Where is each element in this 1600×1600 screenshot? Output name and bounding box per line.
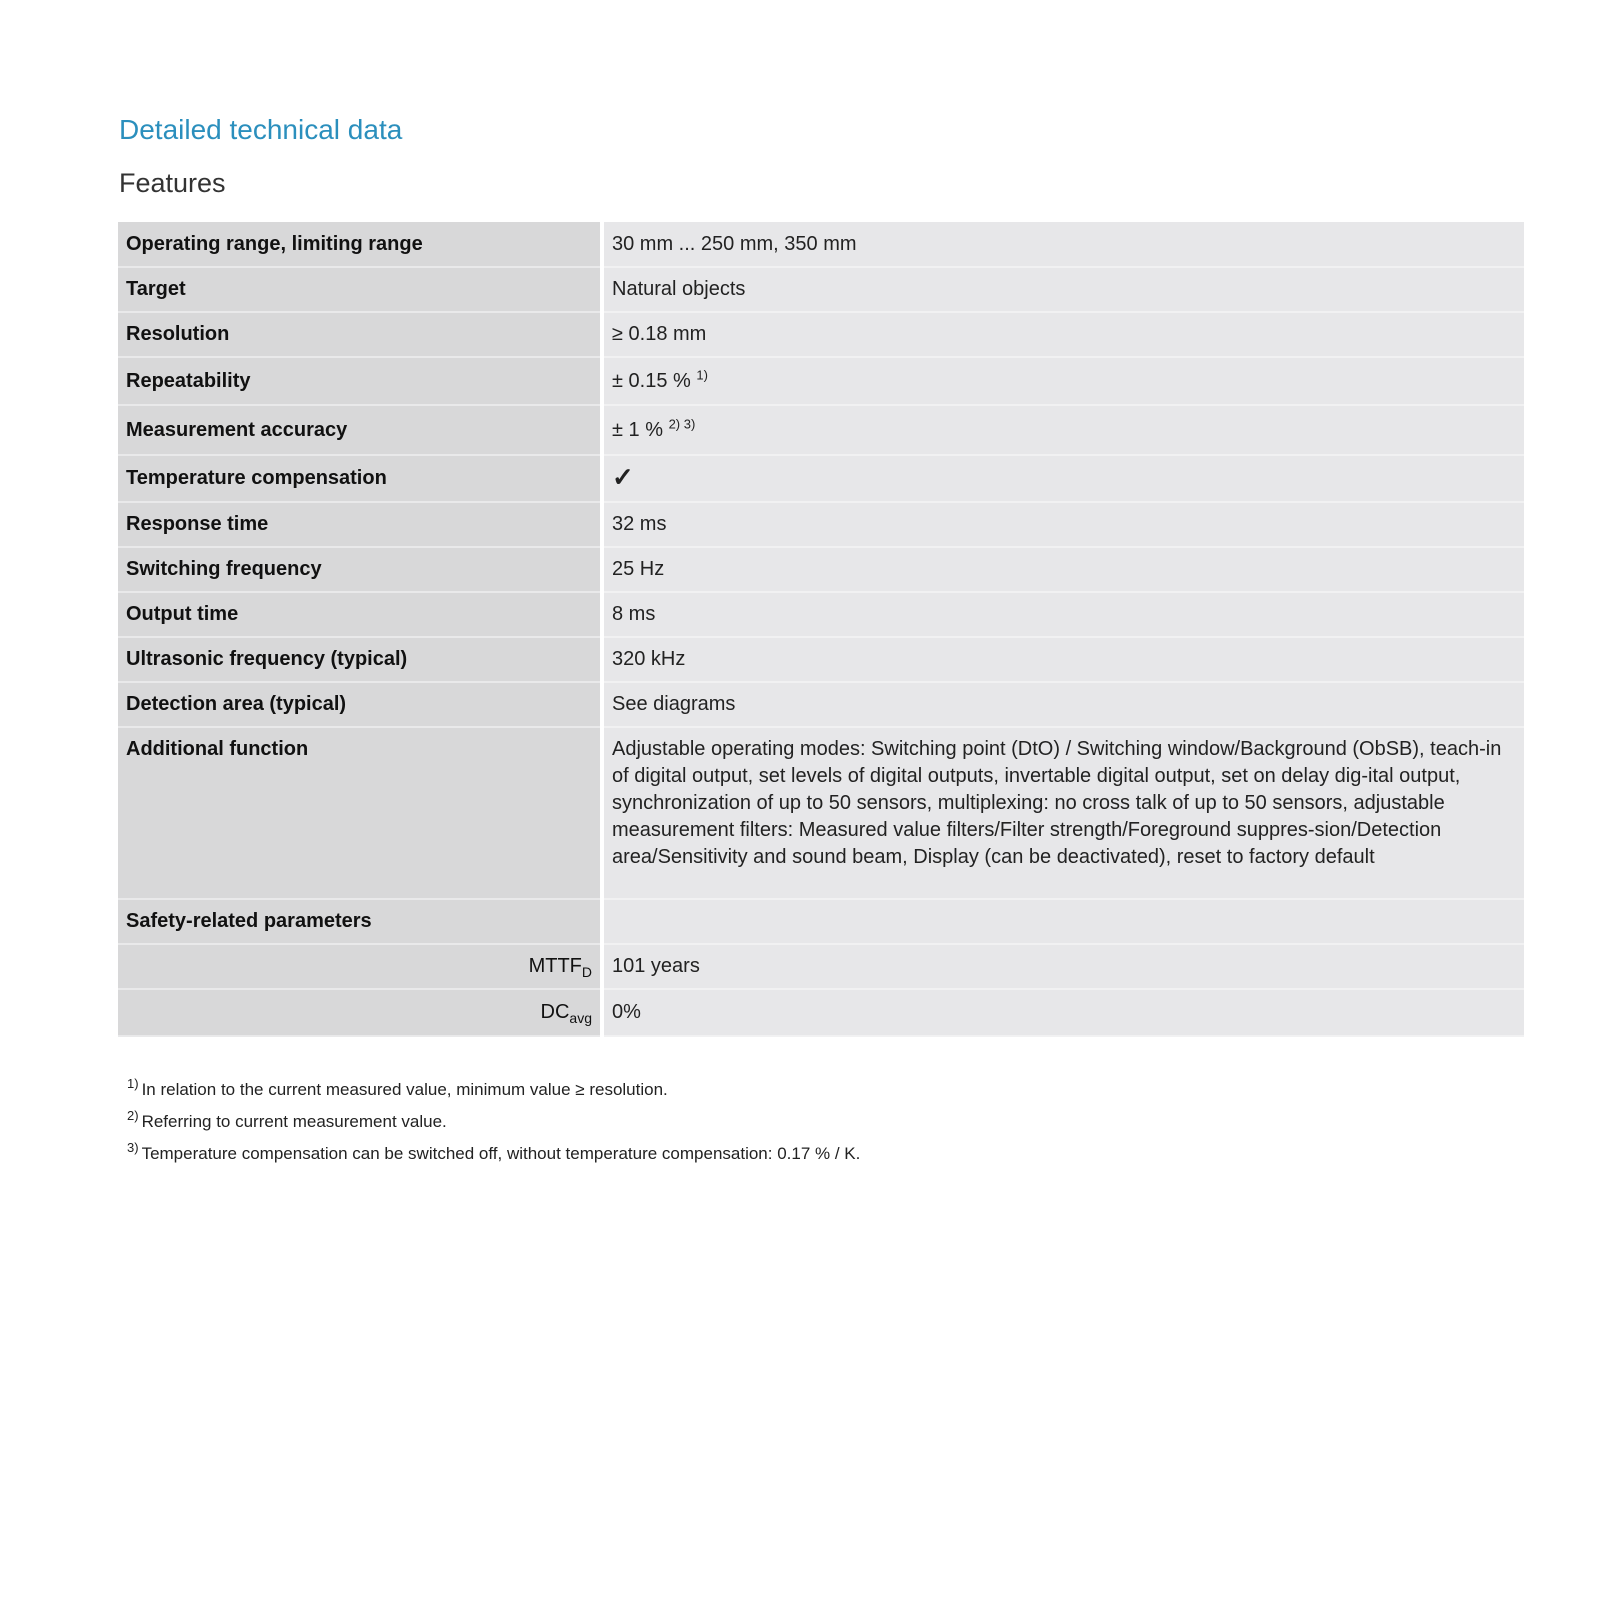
value-text: 8 ms (612, 603, 656, 625)
label-subscript: avg (569, 1010, 592, 1026)
value-text: Natural objects (612, 278, 746, 300)
row-label: Safety-related parameters (118, 899, 602, 944)
table-row (118, 455, 1524, 502)
footnote-ref: 1) (696, 366, 708, 382)
table-row (118, 592, 1524, 637)
row-value (602, 405, 1524, 455)
value-text: ≥ 0.18 mm (612, 323, 707, 345)
footnote (127, 1076, 1427, 1112)
table-row (118, 727, 1524, 899)
table-row (118, 944, 1524, 989)
footnote-mark: 2) (127, 1108, 139, 1124)
label-main: DC (540, 1001, 570, 1023)
row-label: Target (118, 267, 602, 312)
table-row (118, 222, 1524, 267)
footnote (127, 1140, 1427, 1176)
row-label (118, 944, 602, 989)
table-row (118, 637, 1524, 682)
row-value (602, 637, 1524, 682)
row-label: Detection area (typical) (118, 682, 602, 727)
spec-table (118, 222, 1524, 1037)
row-value (602, 267, 1524, 312)
footnote-mark: 1) (127, 1076, 139, 1092)
footnote (127, 1108, 1427, 1144)
row-value (602, 682, 1524, 727)
table-row (118, 267, 1524, 312)
section-title: Features (119, 168, 226, 198)
value-text: ± 1 % (612, 418, 663, 441)
row-label: Additional function (118, 727, 602, 899)
row-value (602, 502, 1524, 547)
table-row (118, 312, 1524, 357)
row-value (602, 312, 1524, 357)
table-row (118, 502, 1524, 547)
footnotes (127, 1076, 1427, 1176)
table-row (118, 357, 1524, 405)
row-label: Repeatability (118, 357, 602, 405)
row-value (602, 357, 1524, 405)
table-row (118, 682, 1524, 727)
footnote-mark: 3) (127, 1140, 139, 1156)
row-label: Response time (118, 502, 602, 547)
label-subscript: D (581, 964, 592, 980)
value-text: See diagrams (612, 693, 736, 715)
page-title: Detailed technical data (119, 114, 403, 145)
row-value (602, 727, 1524, 899)
value-text: 30 mm ... 250 mm, 350 mm (612, 232, 857, 255)
footnote-text: Referring to current measurement value. (141, 1112, 447, 1131)
row-value (602, 222, 1524, 267)
row-label: Ultrasonic frequency (typical) (118, 637, 602, 682)
value-text: 25 Hz (612, 558, 665, 580)
row-value: 101 years (602, 944, 1524, 989)
row-label (118, 989, 602, 1036)
row-value (602, 455, 1524, 502)
row-value (602, 592, 1524, 637)
value-text: Adjustable operating modes: Switching point (DtO) / Switching window/Background (ObSB), teach-in of digital output, set levels of digital outputs, invertable digital output, set on delay dig-ital output, synchronization of up to 50 sensors, multiplexing: no cross talk of up to 50 sensors, adjustable measurement filters: Measured value filters/Filter strength/Foreground suppres-sion/Detection area/Sensitivity and sound beam, Display (can be deactivated), reset to factory default (612, 738, 1502, 868)
label-main: MTTF (528, 955, 582, 977)
table-row (118, 989, 1524, 1036)
row-label: Temperature compensation (118, 455, 602, 502)
row-label: Switching frequency (118, 547, 602, 592)
row-label: Resolution (118, 312, 602, 357)
footnote-text: Temperature compensation can be switched off, without temperature compensation: 0.17 % / K. (141, 1144, 861, 1163)
table-row (118, 405, 1524, 455)
row-value: 0% (602, 989, 1524, 1036)
row-value (602, 547, 1524, 592)
checkmark-icon: ✓ (612, 461, 634, 492)
row-value (602, 899, 1524, 944)
row-label: Measurement accuracy (118, 405, 602, 455)
table-row (118, 899, 1524, 944)
row-label: Operating range, limiting range (118, 222, 602, 267)
value-text: ± 0.15 % (612, 369, 691, 392)
row-label: Output time (118, 592, 602, 637)
value-text: 32 ms (612, 513, 667, 535)
table-row (118, 547, 1524, 592)
footnote-text: In relation to the current measured value, minimum value ≥ resolution. (141, 1080, 668, 1099)
value-text: 320 kHz (612, 648, 686, 670)
footnote-ref: 2) 3) (668, 415, 696, 431)
